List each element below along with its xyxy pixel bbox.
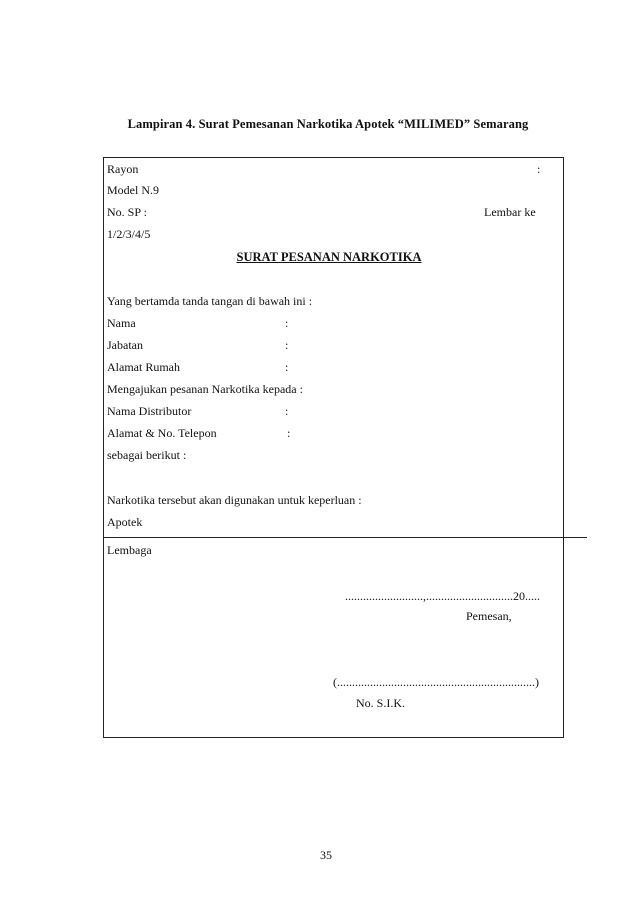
apotek-label: Apotek xyxy=(107,515,143,529)
page-number: 35 xyxy=(320,848,332,862)
sp-number-label: No. SP : xyxy=(107,205,147,219)
sik-number-label: No. S.I.K. xyxy=(356,696,406,710)
field-label-nama: Nama xyxy=(107,316,136,330)
date-line: ..........................,.............................20..... xyxy=(345,589,540,603)
pemesan-label: Pemesan, xyxy=(466,609,512,623)
form-divider-line xyxy=(103,537,587,538)
signature-line: (..................................................................) xyxy=(333,675,539,689)
field-colon-alamat-telepon: : xyxy=(287,426,291,440)
field-colon-alamat-rumah: : xyxy=(285,360,289,374)
purpose-line: Narkotika tersebut akan digunakan untuk keperluan : xyxy=(107,493,362,507)
rayon-colon: : xyxy=(537,162,541,176)
lembar-label: Lembar ke xyxy=(484,205,536,219)
field-label-distributor: Nama Distributor xyxy=(107,404,192,418)
rayon-label: Rayon xyxy=(107,162,139,176)
field-colon-distributor: : xyxy=(285,404,289,418)
sebagai-line: sebagai berikut : xyxy=(107,448,187,462)
model-number: Model N.9 xyxy=(107,183,159,197)
lembar-values: 1/2/3/4/5 xyxy=(107,227,151,241)
field-label-alamat-telepon: Alamat & No. Telepon xyxy=(107,426,217,440)
document-caption: Lampiran 4. Surat Pemesanan Narkotika Apotek “MILIMED” Semarang xyxy=(127,117,529,131)
intro-line: Yang bertamda tanda tangan di bawah ini : xyxy=(107,294,313,308)
field-label-alamat-rumah: Alamat Rumah xyxy=(107,360,180,374)
lembaga-label: Lembaga xyxy=(107,543,152,557)
request-line: Mengajukan pesanan Narkotika kepada : xyxy=(107,382,303,396)
field-colon-nama: : xyxy=(285,316,289,330)
field-label-jabatan: Jabatan xyxy=(107,338,143,352)
form-heading: SURAT PESANAN NARKOTIKA xyxy=(236,250,422,264)
field-colon-jabatan: : xyxy=(285,338,289,352)
